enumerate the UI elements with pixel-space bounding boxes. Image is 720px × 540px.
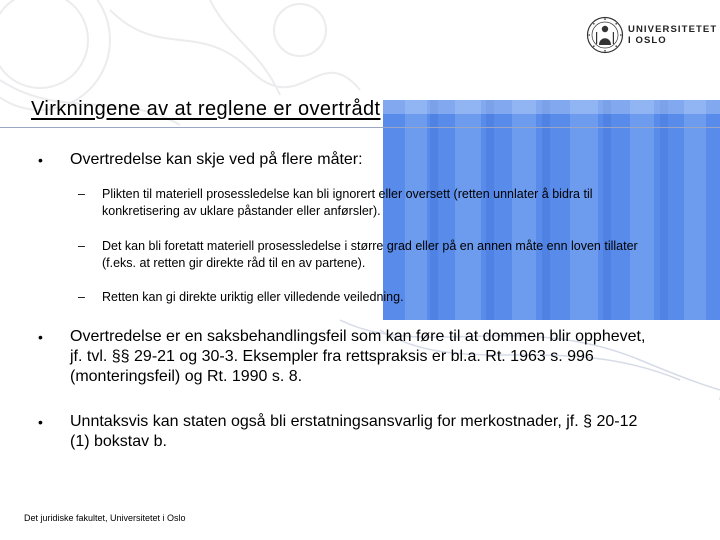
header-rule: [0, 127, 720, 128]
sub-bullet-text: Retten kan gi direkte uriktig eller villedende veiledning.: [102, 290, 404, 304]
sub-bullet-item-2: [78, 238, 642, 272]
bullet-text: Overtredelse er en saksbehandlingsfeil som kan føre til at dommen blir opphevet, jf. tvl. §§ 29-21 og 30-3. Eksempler fra rettspraksis er bl.a. Rt. 1963 s. 996 (monteringsfeil) og Rt. 1990 s. 8.: [70, 328, 646, 385]
sub-bullet-item-1: [78, 186, 642, 220]
sub-bullet-item-3: [78, 289, 642, 306]
sub-bullet-marker: –: [78, 239, 85, 253]
university-logo: [586, 12, 718, 58]
bullet-text: Unntaksvis kan staten også bli erstatningsansvarlig for merkostnader, jf. § 20-12 (1) bokstav b.: [70, 413, 638, 450]
sub-bullet-text: Plikten til materiell prosessledelse kan bli ignorert eller oversett (retten unnlater å bidra til konkretisering av uklare påstander eller anførsler).: [102, 187, 593, 218]
bullet-marker: •: [38, 329, 43, 345]
sub-bullet-text: Det kan bli foretatt materiell prosessledelse i større grad eller på en annen måte enn loven tillater (f.eks. at retten gir direkte råd til en av partene).: [102, 239, 638, 270]
logo-line-2: I OSLO: [628, 35, 667, 46]
bullet-marker: •: [38, 414, 43, 430]
sub-bullet-marker: –: [78, 187, 85, 201]
bullet-item-1: [38, 150, 650, 170]
university-seal-icon: [586, 16, 624, 54]
bullet-marker: •: [38, 152, 43, 168]
bullet-item-3: [38, 412, 650, 452]
footer-faculty-name: Det juridiske fakultet, Universitetet i Oslo: [24, 513, 186, 523]
bullet-text: Overtredelse kan skje ved på flere måter:: [70, 151, 363, 168]
sub-bullet-marker: –: [78, 290, 85, 304]
logo-line-1: UNIVERSITETET: [628, 24, 718, 35]
slide-title: Virkningene av at reglene er overtrådt: [31, 98, 381, 120]
bullet-item-2: [38, 327, 650, 387]
logo-wordmark: [628, 24, 717, 46]
